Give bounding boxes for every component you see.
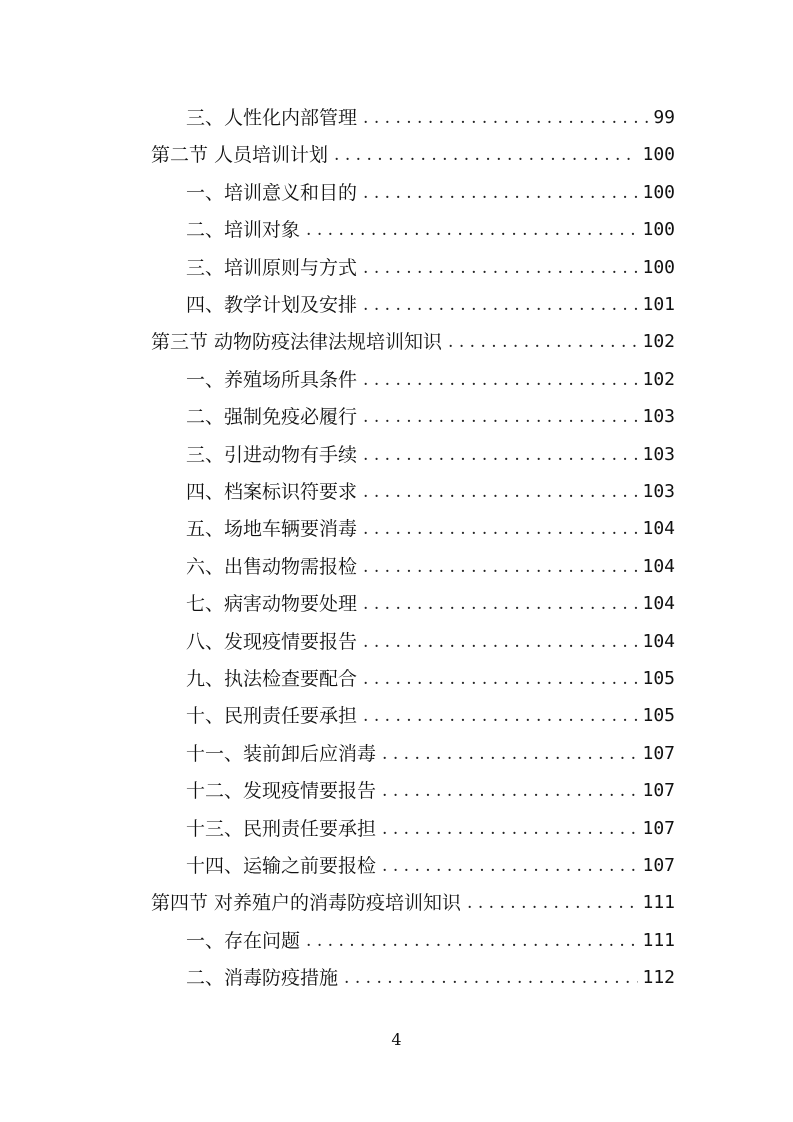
toc-entry-title: 第四节 对养殖户的消毒防疫培训知识	[151, 892, 462, 915]
toc-entry-page-number: 101	[642, 294, 675, 315]
toc-entry-page-number: 105	[642, 668, 675, 689]
toc-entry-page-number: 104	[642, 555, 675, 577]
toc-section-entry[interactable]	[151, 886, 675, 920]
toc-entry-page-number: 103	[642, 443, 675, 465]
toc-entry-title: 一、存在问题	[186, 929, 301, 952]
toc-dot-leader	[448, 325, 638, 359]
toc-subsection-entry[interactable]	[186, 288, 675, 322]
toc-entry-page-number: 107	[642, 817, 675, 839]
toc-subsection-entry[interactable]	[186, 812, 675, 846]
toc-entry-title: 三、培训原则与方式	[186, 256, 358, 279]
toc-entry-page-number: 102	[642, 331, 675, 353]
toc-dot-leader	[334, 138, 638, 172]
toc-entry-title: 三、人性化内部管理	[186, 107, 358, 129]
toc-dot-leader	[363, 550, 638, 584]
toc-dot-leader	[363, 512, 638, 546]
toc-entry-title: 十二、发现疫情要报告	[186, 780, 377, 803]
toc-entry-title: 第二节 人员培训计划	[151, 144, 329, 167]
toc-entry-title: 六、出售动物需报检	[186, 555, 358, 578]
toc-dot-leader	[363, 587, 638, 621]
toc-dot-leader	[344, 961, 638, 995]
toc-entry-title: 一、培训意义和目的	[186, 181, 358, 204]
toc-subsection-entry[interactable]	[186, 213, 675, 247]
toc-dot-leader	[382, 849, 638, 883]
toc-entry-title: 八、发现疫情要报告	[186, 630, 358, 653]
toc-entry-title: 三、引进动物有手续	[186, 443, 358, 466]
toc-section-entry[interactable]	[151, 325, 675, 359]
toc-entry-title: 四、档案标识符要求	[186, 481, 358, 503]
toc-entry-title: 五、场地车辆要消毒	[186, 518, 358, 541]
toc-subsection-entry[interactable]	[186, 438, 675, 472]
toc-dot-leader	[363, 363, 638, 397]
toc-entry-page-number: 100	[642, 181, 675, 203]
toc-subsection-entry[interactable]	[186, 251, 675, 285]
toc-dot-leader	[363, 438, 638, 472]
toc-subsection-entry[interactable]	[186, 101, 675, 135]
toc-entry-title: 七、病害动物要处理	[186, 593, 358, 616]
toc-subsection-entry[interactable]	[186, 587, 675, 621]
toc-subsection-entry[interactable]	[186, 512, 675, 546]
toc-entry-title: 二、培训对象	[186, 219, 301, 242]
toc-subsection-entry[interactable]	[186, 475, 675, 509]
toc-entry-title: 二、强制免疫必履行	[186, 406, 358, 429]
toc-entry-title: 二、消毒防疫措施	[186, 967, 339, 990]
toc-dot-leader	[363, 400, 638, 434]
toc-dot-leader	[363, 699, 638, 733]
toc-entry-title: 十三、民刑责任要承担	[186, 817, 377, 840]
toc-subsection-entry[interactable]	[186, 176, 675, 210]
toc-entry-page-number: 107	[642, 855, 675, 876]
toc-entry-title: 九、执法检查要配合	[186, 668, 358, 690]
toc-dot-leader	[363, 475, 638, 509]
page-number: 4	[391, 1030, 402, 1049]
toc-dot-leader	[363, 176, 638, 210]
toc-subsection-entry[interactable]	[186, 363, 675, 397]
toc-dot-leader	[382, 812, 638, 846]
toc-dot-leader	[363, 288, 638, 322]
toc-dot-leader	[363, 625, 638, 659]
toc-entry-page-number: 111	[642, 892, 675, 914]
toc-dot-leader	[363, 662, 638, 696]
toc-entry-page-number: 100	[642, 219, 675, 241]
toc-subsection-entry[interactable]	[186, 849, 675, 883]
toc-entry-page-number: 104	[642, 518, 675, 540]
toc-entry-page-number: 107	[642, 780, 675, 802]
toc-entry-title: 十、民刑责任要承担	[186, 705, 358, 728]
toc-dot-leader	[306, 924, 638, 958]
toc-subsection-entry[interactable]	[186, 961, 675, 995]
toc-subsection-entry[interactable]	[186, 737, 675, 771]
toc-entry-page-number: 99	[653, 107, 675, 128]
toc-subsection-entry[interactable]	[186, 774, 675, 808]
toc-entry-page-number: 105	[642, 705, 675, 727]
toc-entry-page-number: 100	[642, 256, 675, 278]
toc-entry-page-number: 112	[642, 967, 675, 989]
toc-subsection-entry[interactable]	[186, 625, 675, 659]
toc-section-entry[interactable]	[151, 138, 675, 172]
toc-dot-leader	[363, 251, 638, 285]
toc-entry-page-number: 107	[642, 742, 675, 764]
toc-subsection-entry[interactable]	[186, 924, 675, 958]
toc-entry-title: 一、养殖场所具条件	[186, 368, 358, 391]
toc-subsection-entry[interactable]	[186, 400, 675, 434]
toc-entry-page-number: 103	[642, 406, 675, 428]
toc-dot-leader	[382, 737, 638, 771]
toc-entry-title: 第三节 动物防疫法律法规培训知识	[151, 331, 443, 354]
toc-dot-leader	[382, 774, 638, 808]
toc-entry-page-number: 103	[642, 481, 675, 502]
toc-entry-page-number: 104	[642, 630, 675, 652]
toc-dot-leader	[363, 101, 649, 135]
toc-entry-page-number: 100	[642, 144, 675, 166]
toc-dot-leader	[306, 213, 638, 247]
toc-entry-title: 十四、运输之前要报检	[186, 855, 377, 877]
toc-dot-leader	[467, 886, 638, 920]
toc-subsection-entry[interactable]	[186, 550, 675, 584]
toc-entry-page-number: 111	[642, 929, 675, 951]
toc-entry-title: 十一、装前卸后应消毒	[186, 742, 377, 765]
toc-entry-page-number: 104	[642, 593, 675, 615]
toc-subsection-entry[interactable]	[186, 699, 675, 733]
toc-entry-page-number: 102	[642, 368, 675, 390]
toc-entry-title: 四、教学计划及安排	[186, 294, 358, 316]
toc-subsection-entry[interactable]	[186, 662, 675, 696]
